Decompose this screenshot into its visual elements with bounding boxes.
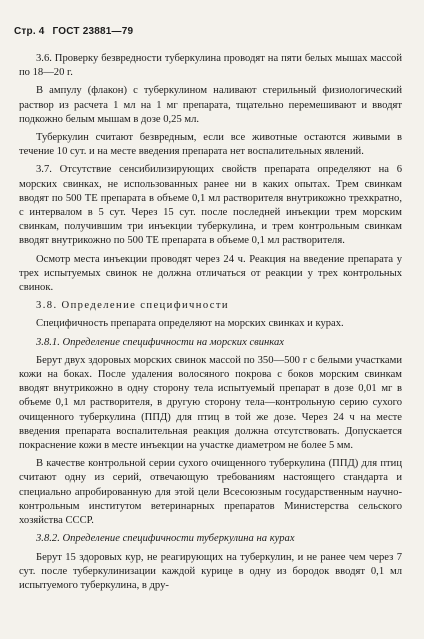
standard-code: ГОСТ 23881—79 <box>52 26 134 37</box>
paragraph-3-6: 3.6. Проверку безвредности туберкулина проводят на пяти белых мышах массой по 18—20 г. <box>19 53 402 79</box>
subsection-heading-3-8-2: 3.8.2. Определение специфичности туберкулина на курах <box>36 533 295 545</box>
section-heading-3-8: 3.8. Определение специфичности <box>36 300 229 312</box>
paragraph: Осмотр места инъекции проводят через 24 ч. Реакция на введение препарата у трех испытуемых свинок не должна отличаться от реакции у трех контрольных свинок. <box>19 253 402 294</box>
paragraph: В качестве контрольной серии сухого очищенного туберкулина (ППД) для птиц считают одну из серий, отвечающую требованиям настоящего стандарта и специально апробированную для этой цели Всесоюзным государственным научно-контрольным институтом ветеринарных препаратов Министерства сельского хозяйства СССР. <box>19 458 402 527</box>
paragraph: Берут двух здоровых морских свинок массой по 350—500 г с белыми участками кожи на боках. После удаления волосяного покрова с боков морским свинкам вводят внутрикожно в одну сторону тела испытуемый препарат в дозе 0,01 мг в объеме 0,1 мл растворителя, в другую сторону тела—контрольную серию сухого очищенного туберкулина (ППД) для птиц в той же дозе. Через 24 ч на месте введения препарата воспалительная реакция должна отсутствовать. Допускается покраснение кожи в месте инъекции на участке диаметром не более 5 мм. <box>19 354 402 452</box>
page-number: Стр. 4 <box>14 26 45 37</box>
paragraph-3-7: 3.7. Отсутствие сенсибилизирующих свойств препарата определяют на 6 морских свинках, не использованных ранее ни в каких опытах. Трем свинкам вводят по 500 ТЕ препарата в объеме 0,1 мл растворителя внутрикожно трехкратно, с интервалом в 5 сут. Через 15 сут. после последней инъекции трем морским свинкам, получившим три инъекции туберкулина, и трем контрольным свинкам вводят внутрикожно по 500 ТЕ препарата в объеме 0,1 мл растворителя. <box>19 164 402 247</box>
paragraph: В ампулу (флакон) с туберкулином наливают стерильный физиологический раствор из расчета 1 мл на 1 мг препарата, тщательно перемешивают и вводят подкожно белым мышам в дозе 0,25 мл. <box>19 85 402 125</box>
page-header <box>14 26 133 37</box>
paragraph: Специфичность препарата определяют на морских свинках и курах. <box>36 318 344 330</box>
paragraph: Берут 15 здоровых кур, не реагирующих на туберкулин, и не ранее чем через 7 сут. после туберкулинизации каждой курице в одну из бородок вводят 0,1 мл испытуемого туберкулина, в дру- <box>19 551 402 591</box>
document-body <box>19 52 402 597</box>
paragraph: Туберкулин считают безвредным, если все животные остаются живыми в течение 10 сут. и на месте введения препарата нет воспалительных явлений. <box>19 132 402 158</box>
subsection-heading-3-8-1: 3.8.1. Определение специфичности на морских свинках <box>36 336 285 348</box>
